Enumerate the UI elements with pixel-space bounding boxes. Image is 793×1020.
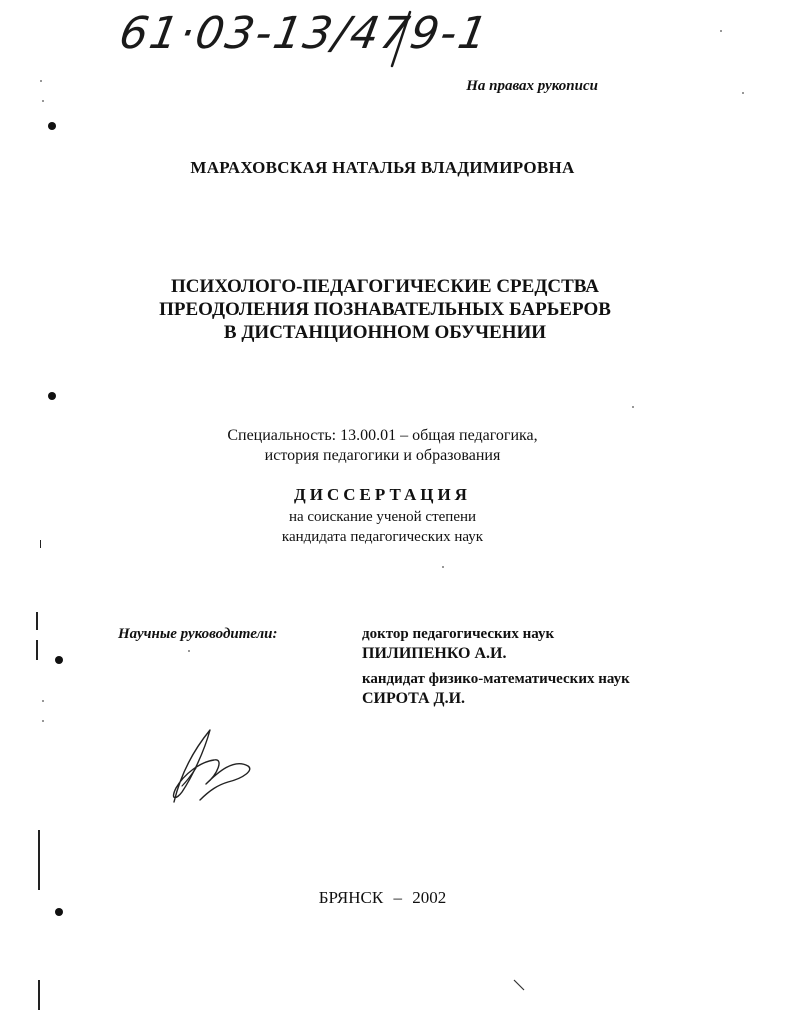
place-year: БРЯНСК – 2002 xyxy=(318,888,447,907)
degree-line-1: на соискание ученой степени xyxy=(288,509,477,525)
scan-speck xyxy=(188,650,190,652)
scan-speck xyxy=(632,406,634,408)
handwritten-signature xyxy=(162,722,262,812)
scan-speck xyxy=(42,100,44,102)
binding-hole-mark xyxy=(55,656,63,664)
supervisor-name: СИРОТА Д.И. xyxy=(362,690,466,707)
manuscript-note: На правах рукописи xyxy=(466,78,598,94)
specialty-line-1: Специальность: 13.00.01 – общая педагогика, xyxy=(227,427,538,444)
scan-speck xyxy=(720,30,722,32)
supervisor-name: ПИЛИПЕНКО А.И. xyxy=(362,645,507,662)
title-line: ПСИХОЛОГО-ПЕДАГОГИЧЕСКИЕ СРЕДСТВА xyxy=(170,276,599,297)
supervisor-1 xyxy=(362,626,554,663)
scan-speck xyxy=(40,80,42,82)
scan-artifact-stroke xyxy=(512,978,526,992)
title-line: В ДИСТАНЦИОННОМ ОБУЧЕНИИ xyxy=(223,322,547,343)
binding-hole-mark xyxy=(55,908,63,916)
scan-speck xyxy=(442,566,444,568)
scan-artifact-line xyxy=(38,980,40,1010)
dissertation-title xyxy=(0,275,770,344)
scan-speck xyxy=(42,720,44,722)
supervisor-degree: доктор педагогических наук xyxy=(362,626,555,642)
supervisor-degree: кандидат физико-математических наук xyxy=(362,671,630,687)
scan-artifact-line xyxy=(36,640,38,660)
scan-speck xyxy=(742,92,744,94)
scan-artifact-line xyxy=(38,830,40,890)
dissertation-label: ДИССЕРТАЦИЯ xyxy=(294,485,471,504)
binding-hole-mark xyxy=(48,392,56,400)
scan-artifact-line xyxy=(40,540,41,548)
scan-speck xyxy=(42,700,44,702)
author-name: МАРАХОВСКАЯ НАТАЛЬЯ ВЛАДИМИРОВНА xyxy=(190,158,575,177)
supervisor-2 xyxy=(362,671,630,708)
title-line: ПРЕОДОЛЕНИЯ ПОЗНАВАТЕЛЬНЫХ БАРЬЕРОВ xyxy=(159,299,611,320)
scan-artifact-line xyxy=(36,612,38,630)
specialty-block xyxy=(0,426,765,466)
supervisors-label: Научные руководители: xyxy=(118,626,278,642)
archive-number-slash-mark xyxy=(110,4,490,74)
specialty-line-2: история педагогики и образования xyxy=(264,447,501,464)
degree-block xyxy=(0,507,765,547)
degree-line-2: кандидата педагогических наук xyxy=(281,529,484,545)
binding-hole-mark xyxy=(48,122,56,130)
archive-number: 61·03-13/479-1 xyxy=(115,8,494,59)
